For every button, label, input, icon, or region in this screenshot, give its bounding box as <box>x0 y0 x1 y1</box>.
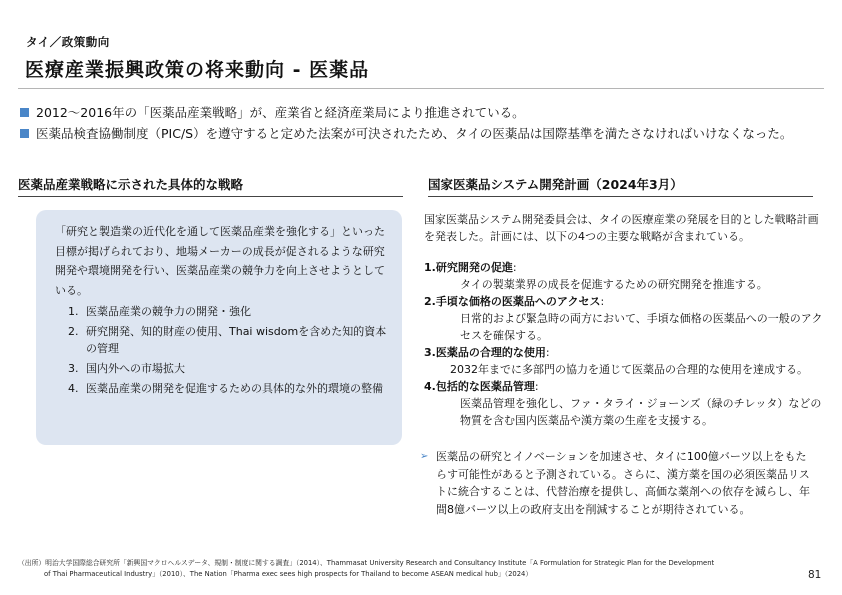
list-text: 国内外への市場拡大 <box>86 362 185 375</box>
title-divider <box>18 88 824 89</box>
source-footnote <box>18 558 808 580</box>
plan-strategy-title: 1.研究開発の促進 <box>424 261 513 274</box>
plan-strategy-title: 4.包括的な医薬品管理 <box>424 380 535 393</box>
impact-note-text: 医薬品の研究とイノベーションを加速させ、タイに100億バーツ以上をもたらす可能性があると予測されている。さらに、漢方薬を国の必須医薬品リストに統合することは、代替治療を提供し、高価な薬剤への依存を減らし、年間8億バーツ以上の政府支出を削減することが期待されている。 <box>436 450 810 516</box>
source-line: of Thai Pharmaceutical Industry」（2010）、The Nation「Pharma exec sees high prospects for Thailand to become ASEAN medical hub」（2024） <box>44 570 533 578</box>
summary-bullet <box>18 124 828 143</box>
square-bullet-icon <box>20 108 29 117</box>
list-number: 1. <box>68 305 79 318</box>
colon: : <box>600 295 605 308</box>
plan-strategy-title: 2.手頃な価格の医薬品へのアクセス <box>424 295 601 308</box>
colon: : <box>512 261 517 274</box>
list-number: 3. <box>68 362 79 375</box>
strategy-list-item <box>68 380 388 397</box>
plan-strategy <box>424 259 824 293</box>
strategy-list-item <box>68 303 388 320</box>
plan-strategy <box>424 378 824 429</box>
colon: : <box>545 346 550 359</box>
plan-intro: 国家医薬品システム開発委員会は、タイの医療産業の発展を目的とした戦略計画を発表した。計画には、以下の4つの主要な戦略が含まれている。 <box>424 213 819 243</box>
plan-strategy-body: 医薬品管理を強化し、ファ・タライ・ジョーンズ（緑のチレッタ）などの物質を含む国内医薬品や漢方薬の生産を支援する。 <box>460 397 822 427</box>
list-number: 2. <box>68 325 79 338</box>
plan-description <box>424 211 824 429</box>
strategy-intro: 「研究と製造業の近代化を通して医薬品産業を強化する」といった目標が掲げられており、地場メーカーの成長が促されるような研究開発や環境開発を行い、医薬品産業の競争力を向上させようとしている。 <box>55 225 385 297</box>
right-section-divider <box>428 196 813 197</box>
impact-note <box>420 448 815 518</box>
list-number: 4. <box>68 382 79 395</box>
list-text: 研究開発、知的財産の使用、Thai wisdomを含めた知的資本の管理 <box>86 325 387 355</box>
colon: : <box>534 380 539 393</box>
left-section-divider <box>18 196 403 197</box>
strategy-list-item <box>68 360 388 377</box>
strategy-box <box>36 210 402 445</box>
summary-bullet-text: 2012～2016年の「医薬品産業戦略」が、産業省と経済産業局により推進されている。 <box>36 105 525 120</box>
page-subtitle: タイ／政策動向 <box>26 35 110 49</box>
plan-strategy <box>424 344 824 378</box>
square-bullet-icon <box>20 129 29 138</box>
page-number: 81 <box>808 569 822 581</box>
plan-strategy <box>424 293 824 344</box>
summary-bullet-text: 医薬品検査協働制度（PIC/S）を遵守すると定めた法案が可決されたため、タイの医薬品は国際基準を満たさなければいけなくなった。 <box>36 126 793 141</box>
plan-strategy-body: 日常的および緊急時の両方において、手頃な価格の医薬品への一般のアクセスを確保する。 <box>460 312 823 342</box>
plan-strategy-title: 3.医薬品の合理的な使用 <box>424 346 546 359</box>
summary-bullet <box>18 103 828 122</box>
plan-strategy-body: 2032年までに多部門の協力を通じて医薬品の合理的な使用を達成する。 <box>450 363 808 376</box>
summary-bullets <box>18 103 828 145</box>
source-line: （出所）明治大学国際総合研究所「新興国マクロヘルスデータ、規制・制度に関する調査」（2014）、Thammasat University Research and Consultancy Institute「A Formulation for Strategic Plan for the Development <box>18 559 715 567</box>
left-section-heading: 医薬品産業戦略に示された具体的な戦略 <box>18 177 244 192</box>
strategy-list <box>68 303 388 400</box>
arrow-bullet-icon: ➢ <box>420 451 429 462</box>
list-text: 医薬品産業の競争力の開発・強化 <box>86 305 251 318</box>
list-text: 医薬品産業の開発を促進するための具体的な外的環境の整備 <box>86 382 383 395</box>
page-title: 医療産業振興政策の将来動向 - 医薬品 <box>25 59 370 81</box>
strategy-list-item <box>68 323 388 357</box>
plan-strategy-body: タイの製薬業界の成長を促進するための研究開発を推進する。 <box>460 278 768 291</box>
right-section-heading: 国家医薬品システム開発計画（2024年3月） <box>428 177 683 192</box>
